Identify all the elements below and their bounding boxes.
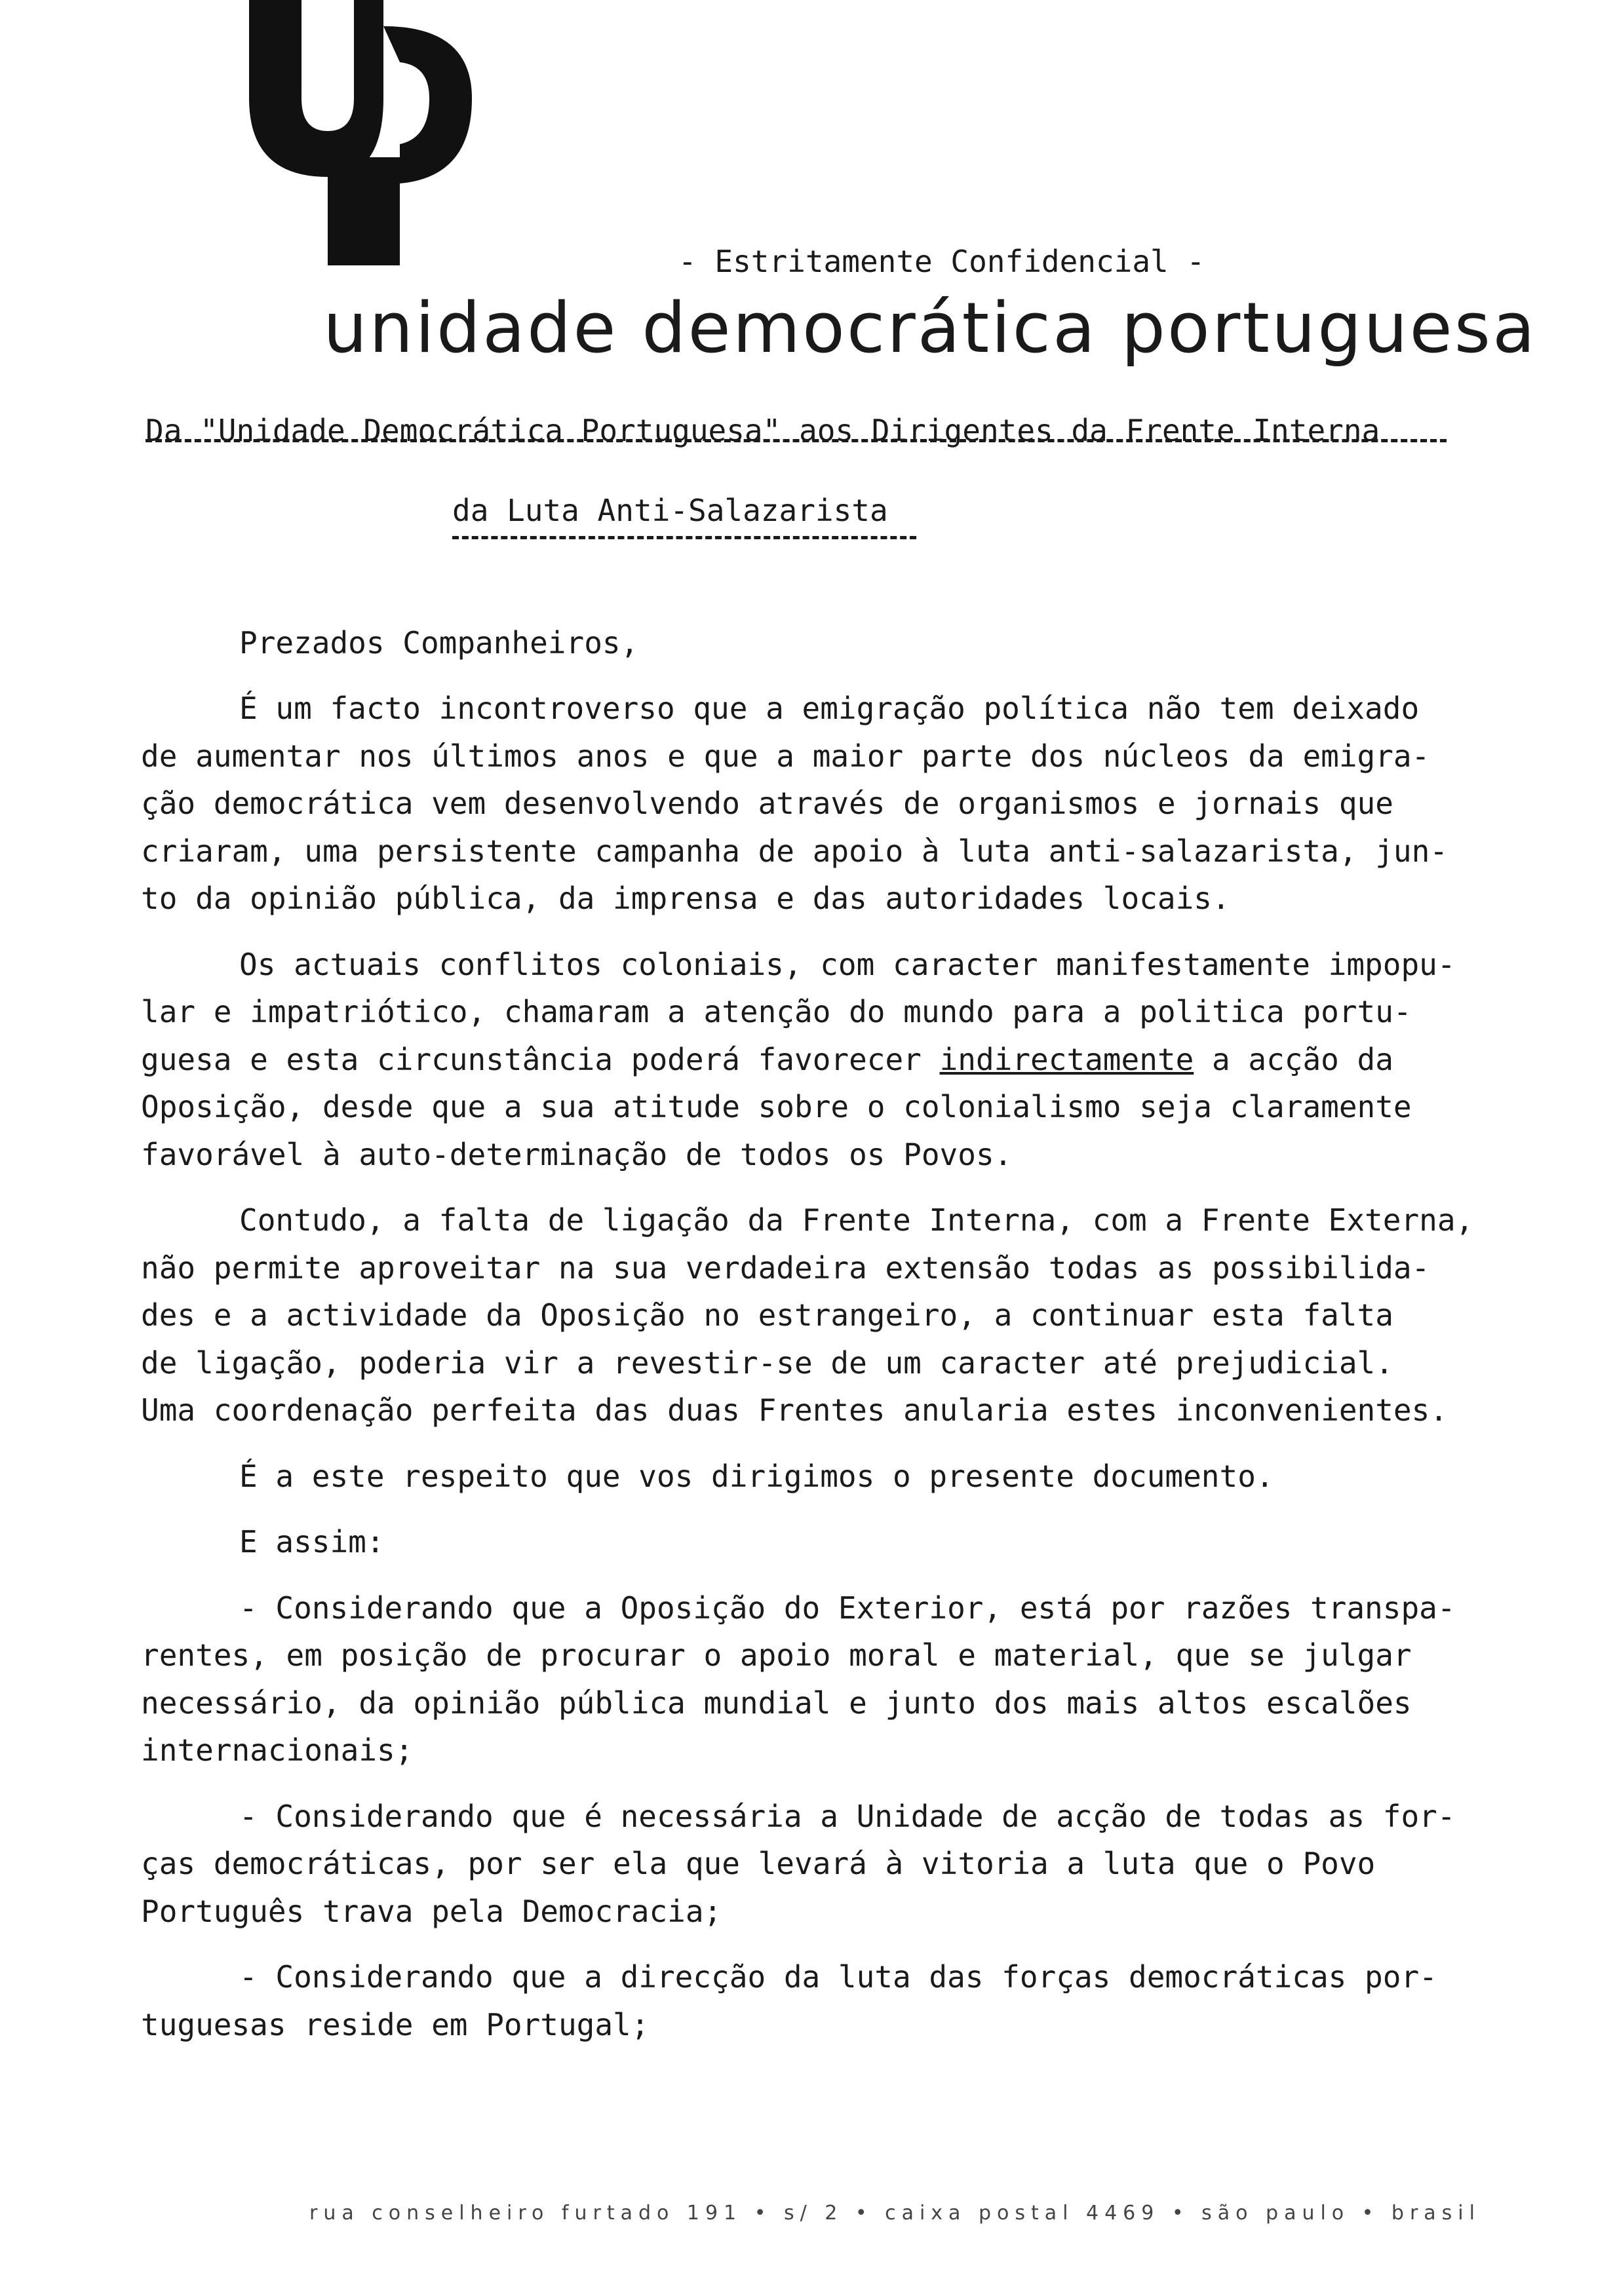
paragraph-line: Contudo, a falta de ligação da Frente Interna, com a Frente Externa, <box>239 1202 1474 1238</box>
paragraph-line: - Considerando que é necessária a Unidade de acção de todas as for- <box>239 1798 1456 1834</box>
paragraph-4 <box>141 1453 1537 1501</box>
paragraph-line: não permite aproveitar na sua verdadeira extensão todas as possibilida- <box>141 1250 1430 1286</box>
paragraph-line: É um facto incontroverso que a emigração política não tem deixado <box>239 691 1420 726</box>
text-segment: a acção da <box>1194 1041 1393 1077</box>
paragraph-line: to da opinião pública, da imprensa e das autoridades locais. <box>141 881 1230 916</box>
paragraph-line: É a este respeito que vos dirigimos o presente documento. <box>239 1458 1274 1494</box>
text-segment: guesa e esta circunstância poderá favorecer <box>141 1041 940 1077</box>
paragraph-line: de ligação, poderia vir a revestir-se de um caracter até prejudicial. <box>141 1345 1393 1381</box>
paragraph-line: - Considerando que a Oposição do Exterior, está por razões transpa- <box>239 1590 1456 1626</box>
paragraph-line: criaram, uma persistente campanha de apoio à luta anti-salazarista, jun- <box>141 833 1448 869</box>
paragraph-6 <box>141 1584 1537 1774</box>
underlined-word: indirectamente <box>939 1041 1194 1077</box>
paragraph-line: lar e impatriótico, chamaram a atenção do mundo para a politica portu- <box>141 994 1412 1029</box>
paragraph-line: Uma coordenação perfeita das duas Frentes anularia estes inconvenientes. <box>141 1392 1448 1428</box>
paragraph-line: favorável à auto-determinação de todos os Povos. <box>141 1136 1013 1172</box>
document-heading-line-1: Da "Unidade Democrática Portuguesa" aos Dirigentes da Frente Interna <box>146 413 1380 448</box>
paragraph-line: Os actuais conflitos coloniais, com caracter manifestamente impopu- <box>239 946 1456 982</box>
paragraph-8 <box>141 1953 1537 2048</box>
organization-name: unidade democrática portuguesa <box>323 288 1537 368</box>
confidentiality-notice: - Estritamente Confidencial - <box>678 244 1205 279</box>
paragraph-line: necessário, da opinião pública mundial e junto dos mais altos escalões <box>141 1685 1412 1721</box>
paragraph-line: des e a actividade da Oposição no estrangeiro, a continuar esta falta <box>141 1297 1393 1333</box>
letter-body <box>141 685 1537 2067</box>
paragraph-line: tuguesas reside em Portugal; <box>141 2006 650 2042</box>
paragraph-line: ção democrática vem desenvolvendo através de organismos e jornais que <box>141 786 1393 821</box>
paragraph-line: E assim: <box>239 1524 385 1559</box>
paragraph-line: ças democráticas, por ser ela que levará à vitoria a luta que o Povo <box>141 1846 1376 1881</box>
paragraph-3 <box>141 1196 1537 1434</box>
document-heading-line-2: da Luta Anti-Salazarista <box>452 493 888 528</box>
heading-underline-2 <box>452 536 916 539</box>
paragraph-line: de aumentar nos últimos anos e que a maior parte dos núcleos da emigra- <box>141 738 1430 774</box>
udp-logo <box>236 0 485 275</box>
footer-address: rua conselheiro furtado 191 • s/ 2 • caixa postal 4469 • são paulo • brasil <box>309 2202 1481 2225</box>
paragraph-line: Oposição, desde que a sua atitude sobre o colonialismo seja claramente <box>141 1089 1412 1124</box>
heading-underline-1 <box>146 439 1447 442</box>
paragraph-line: internacionais; <box>141 1732 414 1768</box>
salutation: Prezados Companheiros, <box>239 625 639 660</box>
paragraph-line: - Considerando que a direcção da luta das forças democráticas por- <box>239 1959 1437 1995</box>
paragraph-5 <box>141 1518 1537 1566</box>
paragraph-line <box>141 1036 1537 1084</box>
paragraph-line: Português trava pela Democracia; <box>141 1893 722 1929</box>
paragraph-1 <box>141 685 1537 923</box>
paragraph-2 <box>141 941 1537 1179</box>
paragraph-line: rentes, em posição de procurar o apoio moral e material, que se julgar <box>141 1637 1412 1673</box>
paragraph-7 <box>141 1793 1537 1936</box>
